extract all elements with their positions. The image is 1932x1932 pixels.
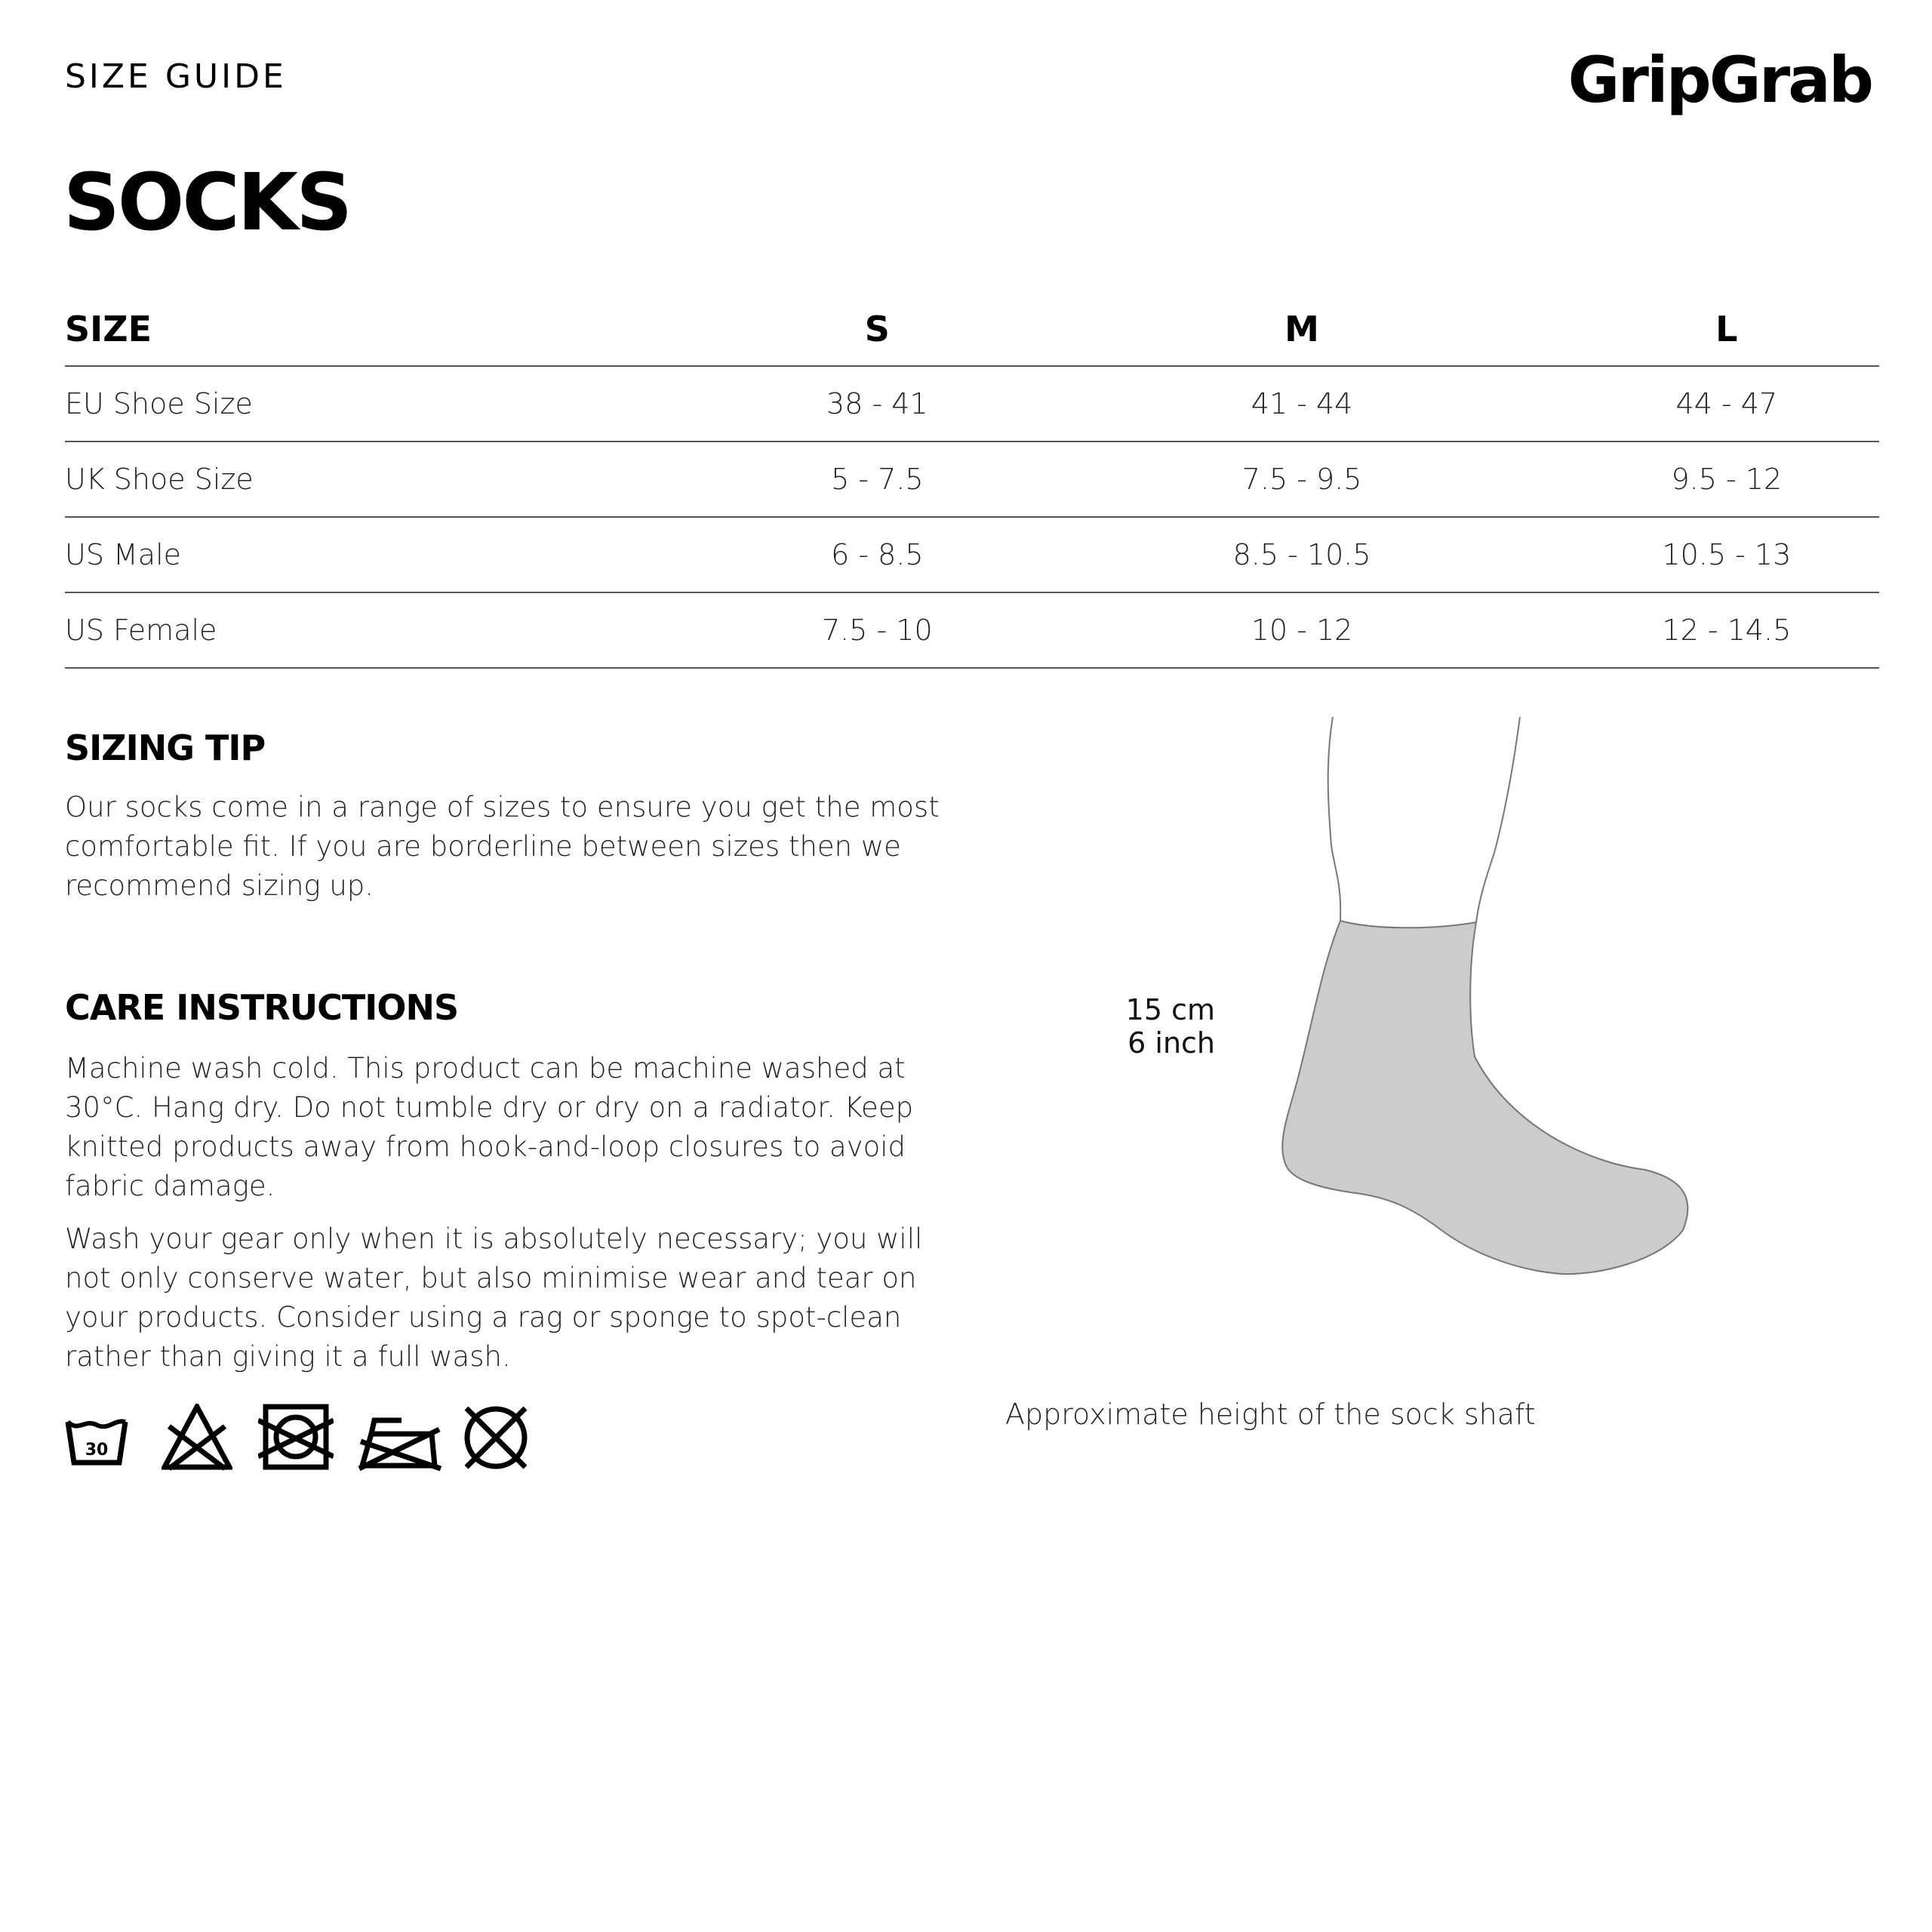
page-title: SOCKS	[63, 156, 351, 248]
column-header-l: L	[1574, 293, 1879, 366]
table-cell: 10.5 - 13	[1574, 517, 1879, 592]
brand-logo: GripGrab	[1567, 43, 1872, 117]
table-cell: 6 - 8.5	[724, 517, 1029, 592]
row-label: EU Shoe Size	[65, 366, 724, 441]
sock-illustration	[1253, 717, 1721, 1336]
sizing-tip-text: Our socks come in a range of sizes to ensure you get the most comfortable fit. If you are borderline between sizes then we recommend sizing up.	[65, 791, 940, 902]
care-instructions-heading: CARE INSTRUCTIONS	[65, 987, 459, 1028]
measure-label	[1117, 993, 1215, 1060]
table-cell: 44 - 47	[1574, 366, 1879, 441]
table-row	[65, 366, 1879, 441]
table-cell: 38 - 41	[724, 366, 1029, 441]
table-cell: 12 - 14.5	[1574, 592, 1879, 668]
table-row	[65, 441, 1879, 517]
table-cell: 7.5 - 10	[724, 592, 1029, 668]
column-header-s: S	[724, 293, 1029, 366]
size-table	[65, 293, 1879, 669]
table-cell: 41 - 44	[1029, 366, 1574, 441]
column-header-size: SIZE	[65, 293, 724, 366]
size-guide-label: SIZE GUIDE	[65, 57, 287, 96]
sock-shape	[1282, 921, 1687, 1274]
measure-inch: 6 inch	[1128, 1026, 1215, 1060]
row-label: US Male	[65, 517, 724, 592]
illustration-caption: Approximate height of the sock shaft	[1005, 1398, 1536, 1431]
table-cell: 10 - 12	[1029, 592, 1574, 668]
care-paragraph: Machine wash cold. This product can be machine washed at 30°C. Hang dry. Do not tumble dry or dry on a radiator. Keep knitted products away from hook-and-loop closures to avoid fabric damage.	[65, 1052, 914, 1202]
wash-30-icon	[65, 1404, 128, 1467]
table-row	[65, 517, 1879, 592]
table-header-row	[65, 293, 1879, 366]
row-label: US Female	[65, 592, 724, 668]
sizing-tip-heading: SIZING TIP	[65, 728, 266, 768]
no-tumble-dry-icon	[258, 1404, 334, 1472]
no-iron-icon	[356, 1404, 444, 1472]
table-cell: 8.5 - 10.5	[1029, 517, 1574, 592]
column-header-m: M	[1029, 293, 1574, 366]
table-row	[65, 592, 1879, 668]
no-bleach-icon	[162, 1404, 232, 1472]
table-cell: 5 - 7.5	[724, 441, 1029, 517]
no-dry-clean-icon	[462, 1404, 530, 1472]
care-paragraph: Wash your gear only when it is absolutely necessary; you will not only conserve water, but also minimise wear and tear on your products. Consider using a rag or sponge to spot-clean rather than giving it a full wash.	[65, 1223, 923, 1373]
table-cell: 7.5 - 9.5	[1029, 441, 1574, 517]
row-label: UK Shoe Size	[65, 441, 724, 517]
table-cell: 9.5 - 12	[1574, 441, 1879, 517]
wash-temp-label: 30	[85, 1441, 109, 1460]
measure-cm: 15 cm	[1125, 993, 1215, 1026]
